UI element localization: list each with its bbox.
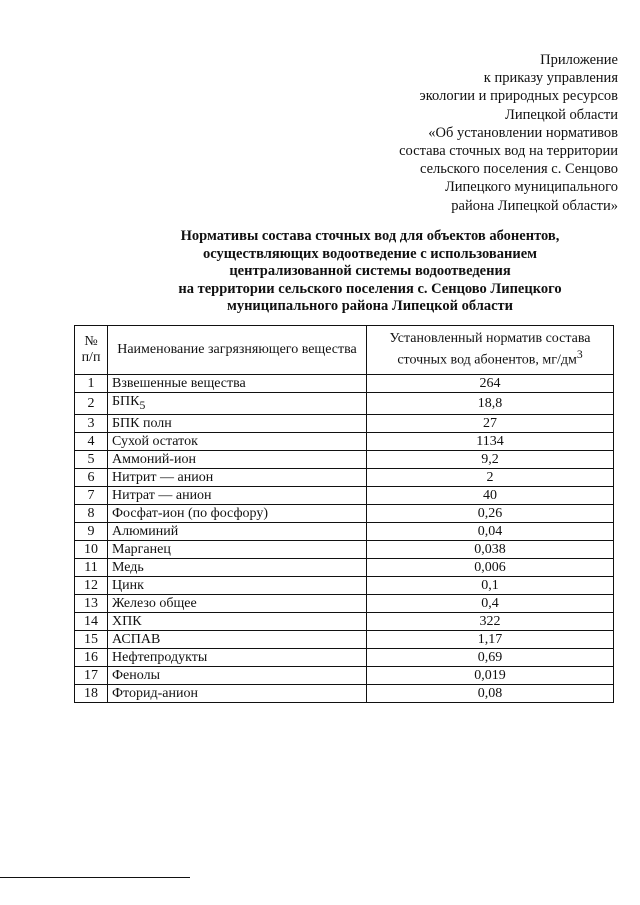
- substance-name-text: Взвешенные вещества: [112, 376, 246, 391]
- row-number: 4: [75, 432, 108, 450]
- table-row: [75, 612, 614, 630]
- substance-name: [108, 594, 367, 612]
- row-number: 9: [75, 522, 108, 540]
- norm-value: 0,08: [367, 684, 614, 702]
- row-number: 2: [75, 393, 108, 415]
- substance-name: [108, 612, 367, 630]
- title-line: осуществляющих водоотведение с использованием: [202, 245, 538, 262]
- row-number: 14: [75, 612, 108, 630]
- substance-name: [108, 684, 367, 702]
- norm-value: 0,1: [367, 576, 614, 594]
- substance-name: [108, 432, 367, 450]
- table-row: [75, 486, 614, 504]
- appendix-line: Липецкой области: [505, 106, 618, 123]
- substance-name-text: Марганец: [112, 541, 171, 557]
- norm-value: 0,019: [367, 666, 614, 684]
- substance-name-text: Алюминий: [112, 523, 179, 539]
- substance-name: [108, 630, 367, 648]
- title-line: Нормативы состава сточных вод для объектов абонентов,: [180, 228, 560, 244]
- footnote-divider: [0, 877, 190, 878]
- table-row: [75, 666, 614, 684]
- norm-value: 9,2: [367, 450, 614, 468]
- table-row: [75, 375, 614, 393]
- norm-value: 0,006: [367, 558, 614, 576]
- table-row: [75, 630, 614, 648]
- appendix-line: экологии и природных ресурсов: [419, 88, 618, 105]
- norm-value: 27: [367, 414, 614, 432]
- row-number: 6: [75, 468, 108, 486]
- appendix-line: состава сточных вод на территории: [399, 143, 618, 160]
- row-number: 3: [75, 414, 108, 432]
- norm-value: 40: [367, 486, 614, 504]
- header-norm-text: Установленный норматив состава сточных вод абонентов, мг/дм: [389, 331, 591, 368]
- norm-value: 2: [367, 468, 614, 486]
- title-line: централизованной системы водоотведения: [229, 263, 511, 280]
- table-row: [75, 432, 614, 450]
- row-number: 15: [75, 630, 108, 648]
- row-number: 8: [75, 504, 108, 522]
- norm-value: 0,69: [367, 648, 614, 666]
- substance-name-text: ХПК: [112, 613, 142, 629]
- table-header-row: [75, 326, 614, 375]
- substance-name: [108, 666, 367, 684]
- table-row: [75, 468, 614, 486]
- norm-value: 0,04: [367, 522, 614, 540]
- substance-name-text: Нефтепродукты: [112, 649, 208, 665]
- substance-name-text: БПК: [112, 394, 140, 409]
- table-row: [75, 522, 614, 540]
- substance-name-text: Цинк: [112, 577, 144, 593]
- substance-name-text: БПК полн: [112, 415, 172, 431]
- row-number: 10: [75, 540, 108, 558]
- substance-name-text: Железо общее: [112, 595, 197, 611]
- table-row: [75, 393, 614, 415]
- substance-name: [108, 393, 367, 415]
- substance-name-text: АСПАВ: [112, 631, 161, 647]
- title-line: муниципального района Липецкой области: [226, 298, 514, 315]
- norm-value: 264: [367, 375, 614, 393]
- substance-name-text: Нитрат — анион: [112, 487, 212, 503]
- header-substance-name: Наименование загрязняющего вещества: [108, 326, 367, 375]
- appendix-line: Липецкого муниципального: [444, 179, 618, 196]
- row-number: 12: [75, 576, 108, 594]
- row-number: 17: [75, 666, 108, 684]
- norm-value: 18,8: [367, 393, 614, 415]
- substance-name: [108, 414, 367, 432]
- substance-name: [108, 504, 367, 522]
- norm-value: 322: [367, 612, 614, 630]
- substance-name-text: Фосфат-ион (по фосфору): [112, 505, 268, 521]
- appendix-line: Приложение: [540, 52, 618, 68]
- header-number-line2: п/п: [81, 350, 101, 365]
- substance-name: [108, 468, 367, 486]
- row-number: 5: [75, 450, 108, 468]
- appendix-line: к приказу управления: [483, 70, 618, 87]
- norm-value: 1134: [367, 432, 614, 450]
- substance-name: [108, 540, 367, 558]
- substance-name-text: Сухой остаток: [112, 433, 198, 449]
- substance-name: [108, 558, 367, 576]
- table-row: [75, 576, 614, 594]
- norm-value: 1,17: [367, 630, 614, 648]
- table-row: [75, 414, 614, 432]
- appendix-line: «Об установлении нормативов: [428, 124, 618, 141]
- substance-name: [108, 450, 367, 468]
- norm-value: 0,26: [367, 504, 614, 522]
- header-norm-superscript: 3: [576, 348, 583, 362]
- row-number: 11: [75, 558, 108, 576]
- norms-table: [74, 325, 614, 703]
- title-line: на территории сельского поселения с. Сенцово Липецкого: [178, 280, 562, 297]
- substance-name-text: Фенолы: [112, 667, 160, 683]
- table-row: [75, 648, 614, 666]
- appendix-line: района Липецкой области»: [451, 197, 618, 214]
- substance-name-subscript: 5: [139, 398, 146, 412]
- substance-name-text: Медь: [112, 559, 144, 575]
- row-number: 1: [75, 375, 108, 393]
- row-number: 18: [75, 684, 108, 702]
- substance-name: [108, 576, 367, 594]
- appendix-line: сельского поселения с. Сенцово: [420, 161, 618, 178]
- appendix-block: [399, 51, 618, 215]
- substance-name-text: Аммоний-ион: [112, 451, 196, 467]
- substance-name: [108, 486, 367, 504]
- norm-value: 0,4: [367, 594, 614, 612]
- substance-name-text: Фторид-анион: [112, 685, 198, 701]
- table-row: [75, 540, 614, 558]
- header-number-line1: №: [84, 334, 98, 349]
- table-row: [75, 558, 614, 576]
- header-norm: [367, 326, 614, 375]
- substance-name: [108, 648, 367, 666]
- row-number: 13: [75, 594, 108, 612]
- document-title: [150, 228, 590, 316]
- row-number: 7: [75, 486, 108, 504]
- row-number: 16: [75, 648, 108, 666]
- table-row: [75, 504, 614, 522]
- substance-name: [108, 522, 367, 540]
- substance-name: [108, 375, 367, 393]
- header-number: [75, 326, 108, 375]
- table-body: [75, 375, 614, 703]
- table-row: [75, 684, 614, 702]
- table-row: [75, 594, 614, 612]
- norm-value: 0,038: [367, 540, 614, 558]
- table-row: [75, 450, 614, 468]
- substance-name-text: Нитрит — анион: [112, 469, 214, 485]
